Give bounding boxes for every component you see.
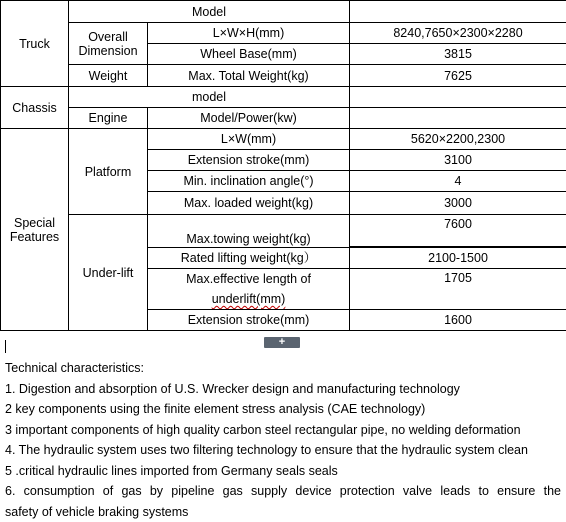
platform-value: 4 [350, 171, 566, 192]
table-row [1, 23, 566, 44]
underlift-extension-stroke-label: Extension stroke(mm) [148, 310, 350, 331]
table-row [1, 1, 566, 23]
tech-item: safety of vehicle braking systems [5, 504, 189, 519]
plus-icon: + [278, 336, 286, 348]
weight-label: Weight [69, 65, 148, 87]
table-row [1, 87, 566, 108]
truck-model-label: Model [69, 1, 350, 23]
table-row [1, 108, 566, 129]
underlift-label: Under-lift [69, 215, 148, 331]
platform-value: 3000 [350, 192, 566, 215]
lwh-label: L×W×H(mm) [148, 23, 350, 44]
effective-length-value: 1705 [350, 269, 566, 310]
wheelbase-label: Wheel Base(mm) [148, 44, 350, 65]
special-features-label [1, 129, 69, 331]
overall-dimension-line1: Overall [88, 29, 128, 44]
tech-item: 1. Digestion and absorption of U.S. Wrecker design and manufacturing technology [5, 381, 460, 396]
technical-characteristics [5, 358, 561, 522]
chassis-model-value [350, 87, 566, 108]
engine-param: Model/Power(kw) [148, 108, 350, 129]
overall-dimension-line2: Dimension [78, 43, 138, 58]
tech-item: 3 important components of high quality carbon steel rectangular pipe, no welding deformation [5, 422, 521, 437]
effective-length-line1: Max.effective length of [186, 272, 311, 286]
engine-label: Engine [69, 108, 148, 129]
special-features-line2: Features [9, 229, 60, 244]
table-row [1, 215, 566, 247]
tech-item: 6. consumption of gas by pipeline gas supply device protection valve leads to ensure the [5, 484, 561, 498]
platform-label: Platform [69, 129, 148, 215]
rated-lifting-weight-value: 2100-1500 [350, 248, 566, 269]
overall-dimension-label [69, 23, 148, 65]
platform-value: 5620×2200,2300 [350, 129, 566, 150]
towing-weight-label: Max.towing weight(kg) [148, 215, 350, 248]
text-cursor [5, 340, 6, 353]
max-total-weight-label: Max. Total Weight(kg) [148, 65, 350, 87]
engine-value [350, 108, 566, 129]
table-row [1, 129, 566, 150]
effective-length-line2: underlift(mm) [211, 292, 286, 306]
wheelbase-value: 3815 [350, 44, 566, 65]
tech-heading: Technical characteristics: [5, 361, 144, 375]
truck-section-label: Truck [1, 1, 69, 87]
towing-weight-value: 7600 [350, 215, 566, 247]
table-row [1, 65, 566, 87]
platform-value: 3100 [350, 150, 566, 171]
platform-param: Max. loaded weight(kg) [148, 192, 350, 215]
special-features-line1: Special [14, 215, 55, 230]
platform-param: Extension stroke(mm) [148, 150, 350, 171]
tech-item: 2 key components using the finite element stress analysis (CAE technology) [5, 402, 426, 416]
chassis-model-label: model [69, 87, 350, 108]
tech-item: 4. The hydraulic system uses two filtering technology to ensure that the hydraulic system clean [5, 443, 528, 457]
platform-param: Min. inclination angle(°) [148, 171, 350, 192]
lwh-value: 8240,7650×2300×2280 [350, 23, 566, 44]
expand-handle-button[interactable] [264, 337, 300, 348]
chassis-section-label: Chassis [1, 87, 69, 129]
effective-length-label [148, 269, 350, 310]
max-total-weight-value: 7625 [350, 65, 566, 87]
rated-lifting-weight-label: Rated lifting weight(kg） [148, 248, 350, 269]
platform-param: L×W(mm) [148, 129, 350, 150]
underlift-extension-stroke-value: 1600 [350, 310, 566, 331]
truck-model-value [350, 1, 566, 23]
tech-item: 5 .critical hydraulic lines imported from Germany seals seals [5, 463, 338, 478]
